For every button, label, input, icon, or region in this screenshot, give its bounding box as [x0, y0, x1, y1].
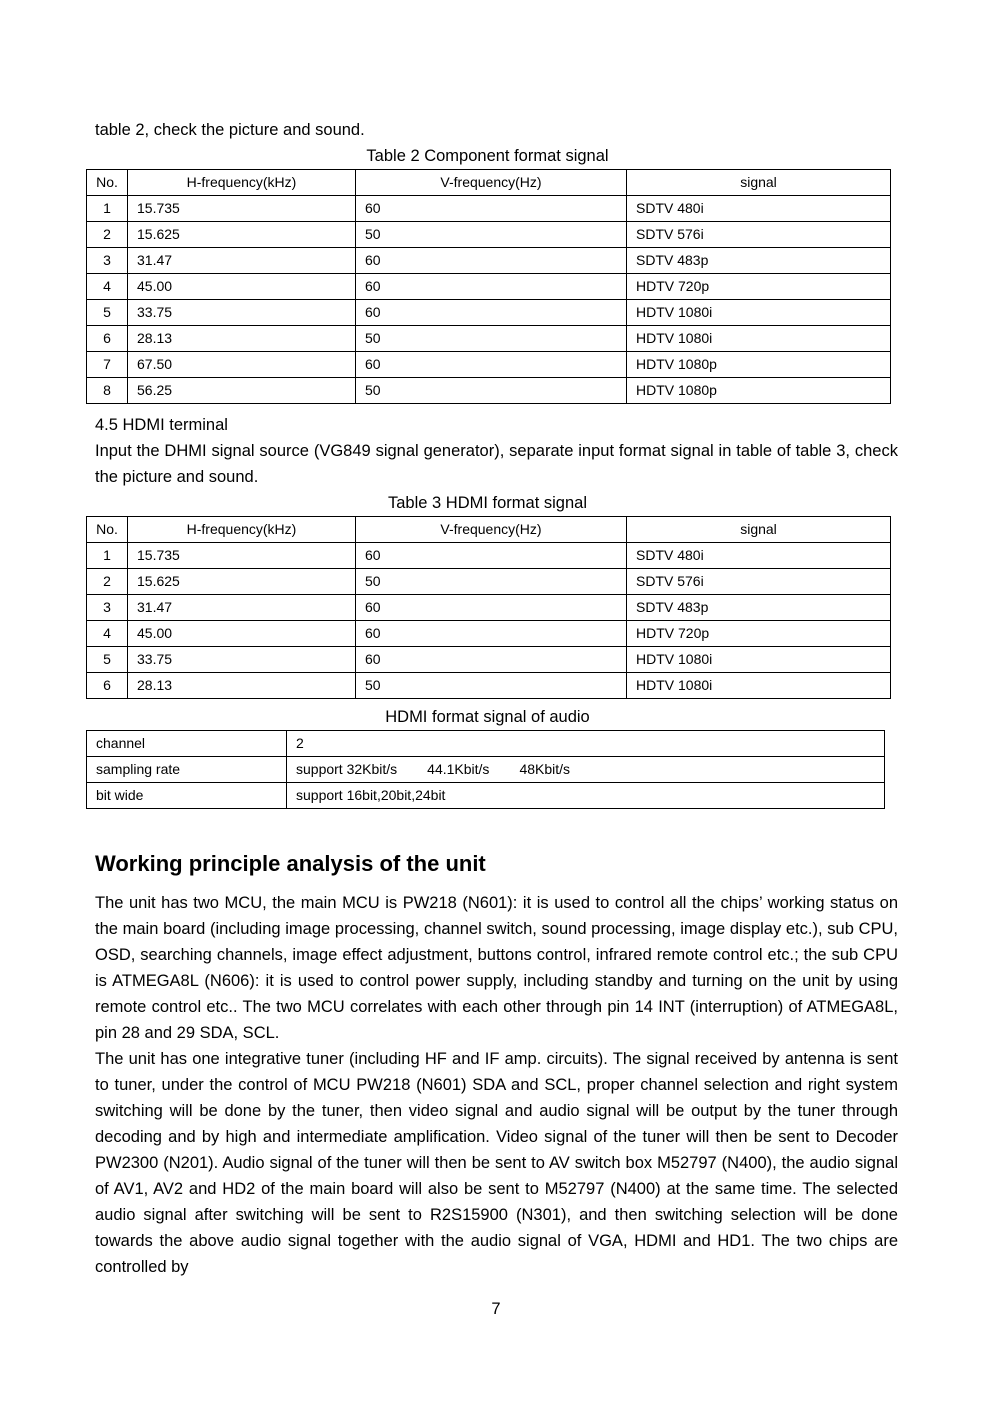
- table-cell: 45.00: [128, 274, 356, 300]
- table-cell: 15.625: [128, 569, 356, 595]
- table-cell: 3: [87, 248, 128, 274]
- table3-caption: Table 3 HDMI format signal: [388, 494, 587, 512]
- table-cell: 8: [87, 378, 128, 404]
- table-cell: 60: [356, 647, 627, 673]
- hdmi-section-body: Input the DHMI signal source (VG849 signal generator), separate input format signal in table of table 3, check the picture and sound.: [95, 442, 898, 486]
- audio-cell-sampling-label: sampling rate: [87, 757, 287, 783]
- table-cell: 28.13: [128, 326, 356, 352]
- table-cell: SDTV 576i: [627, 569, 891, 595]
- audio-cell-channel-label: channel: [87, 731, 287, 757]
- table-cell: 4: [87, 274, 128, 300]
- table-header-cell: H-frequency(kHz): [128, 517, 356, 543]
- table-row: [87, 196, 891, 222]
- table-header-cell: V-frequency(Hz): [356, 170, 627, 196]
- table-cell: 50: [356, 378, 627, 404]
- table-cell: 4: [87, 621, 128, 647]
- table-cell: SDTV 576i: [627, 222, 891, 248]
- table-cell: 1: [87, 196, 128, 222]
- table-cell: 60: [356, 621, 627, 647]
- table-cell: 60: [356, 352, 627, 378]
- table-cell: 6: [87, 326, 128, 352]
- table-cell: 15.735: [128, 543, 356, 569]
- table-row: [87, 300, 891, 326]
- table-cell: 56.25: [128, 378, 356, 404]
- table2: [86, 169, 891, 404]
- table-row: [87, 595, 891, 621]
- audio-row-sampling: [87, 757, 885, 783]
- table-header-row: [87, 517, 891, 543]
- sampling-rate-32: support 32Kbit/s: [296, 761, 398, 777]
- audio-table-caption: HDMI format signal of audio: [385, 708, 590, 726]
- audio-row-bitwide: [87, 783, 885, 809]
- intro-line: table 2, check the picture and sound.: [95, 121, 365, 139]
- table-cell: 60: [356, 274, 627, 300]
- table-cell: 60: [356, 595, 627, 621]
- table-cell: HDTV 1080i: [627, 326, 891, 352]
- table-cell: 31.47: [128, 595, 356, 621]
- table-row: [87, 274, 891, 300]
- table-header-cell: No.: [87, 170, 128, 196]
- table-cell: 2: [87, 222, 128, 248]
- table-cell: 2: [87, 569, 128, 595]
- table-cell: 50: [356, 569, 627, 595]
- table-row: [87, 352, 891, 378]
- table-cell: 1: [87, 543, 128, 569]
- table-cell: 67.50: [128, 352, 356, 378]
- table-cell: SDTV 483p: [627, 248, 891, 274]
- table-cell: 50: [356, 673, 627, 699]
- table-cell: 15.625: [128, 222, 356, 248]
- table-cell: 60: [356, 543, 627, 569]
- table-cell: 60: [356, 300, 627, 326]
- working-paragraph-1: The unit has two MCU, the main MCU is PW218 (N601): it is used to control all the chips’ working status on the main board (including image processing, channel switch, sound processing, image display etc.), sub CPU, OSD, searching channels, image effect adjustment, buttons control, infrared remote control etc.; the sub CPU is ATMEGA8L (N606): it is used to control power supply, including standby and turning on the unit by using remote control etc.. The two MCU correlates with each other through pin 14 INT (interruption) of ATMEGA8L, pin 28 and 29 SDA, SCL.: [95, 894, 898, 1042]
- table-header-row: [87, 170, 891, 196]
- section-heading: Working principle analysis of the unit: [95, 851, 486, 876]
- table-cell: 5: [87, 300, 128, 326]
- table-cell: 50: [356, 326, 627, 352]
- table-cell: 5: [87, 647, 128, 673]
- table-cell: 28.13: [128, 673, 356, 699]
- table-cell: 31.47: [128, 248, 356, 274]
- table-cell: 33.75: [128, 647, 356, 673]
- table-row: [87, 647, 891, 673]
- table-cell: 45.00: [128, 621, 356, 647]
- table-cell: HDTV 1080p: [627, 352, 891, 378]
- table-cell: 6: [87, 673, 128, 699]
- table-header-cell: H-frequency(kHz): [128, 170, 356, 196]
- table-row: [87, 326, 891, 352]
- table-row: [87, 248, 891, 274]
- table-header-cell: No.: [87, 517, 128, 543]
- table-header-cell: V-frequency(Hz): [356, 517, 627, 543]
- table2-caption: Table 2 Component format signal: [366, 147, 609, 165]
- audio-cell-channel-value: 2: [287, 731, 885, 757]
- table-cell: 60: [356, 248, 627, 274]
- table-cell: HDTV 720p: [627, 274, 891, 300]
- table-cell: 60: [356, 196, 627, 222]
- table-cell: 33.75: [128, 300, 356, 326]
- table-cell: 15.735: [128, 196, 356, 222]
- table-cell: 50: [356, 222, 627, 248]
- hdmi-section-title: 4.5 HDMI terminal: [95, 416, 228, 434]
- table2-body: [87, 170, 891, 404]
- working-paragraph-2: The unit has one integrative tuner (including HF and IF amp. circuits). The signal received by antenna is sent to tuner, under the control of MCU PW218 (N601) SDA and SCL, proper channel selection and right system switching will be done by the tuner, then video signal and audio signal will be output by the tuner through decoding and by high and intermediate amplification. Video signal of the tuner will then be sent to Decoder PW2300 (N201). Audio signal of the tuner will then be sent to AV switch box M52797 (N400), the audio signal of AV1, AV2 and HD2 of the main board will also be sent to M52797 (N400) at the same time. The selected audio signal after switching will be sent to R2S15900 (N301), and then switching selection will be done towards the above audio signal together with the audio signal of VGA, HDMI and HD1. The two chips are controlled by: [95, 1050, 898, 1276]
- table-header-cell: signal: [627, 517, 891, 543]
- sampling-rate-44: 44.1Kbit/s: [427, 761, 490, 777]
- sampling-rate-48: 48Kbit/s: [519, 761, 571, 777]
- table3: [86, 516, 891, 699]
- table-row: [87, 673, 891, 699]
- table-cell: HDTV 1080i: [627, 647, 891, 673]
- table-cell: HDTV 720p: [627, 621, 891, 647]
- table-row: [87, 543, 891, 569]
- table-row: [87, 378, 891, 404]
- audio-cell-bitwide-value: support 16bit,20bit,24bit: [287, 783, 885, 809]
- table3-body: [87, 517, 891, 699]
- page-number: 7: [491, 1300, 501, 1318]
- table-cell: SDTV 480i: [627, 196, 891, 222]
- table-cell: HDTV 1080i: [627, 300, 891, 326]
- table-header-cell: signal: [627, 170, 891, 196]
- audio-table: [86, 730, 885, 809]
- table-row: [87, 621, 891, 647]
- table-cell: SDTV 480i: [627, 543, 891, 569]
- table-cell: HDTV 1080p: [627, 378, 891, 404]
- audio-cell-bitwide-label: bit wide: [87, 783, 287, 809]
- audio-row-channel: [87, 731, 885, 757]
- table-cell: HDTV 1080i: [627, 673, 891, 699]
- table-cell: 7: [87, 352, 128, 378]
- audio-cell-sampling-value: [287, 757, 885, 783]
- table-cell: SDTV 483p: [627, 595, 891, 621]
- table-row: [87, 222, 891, 248]
- table-cell: 3: [87, 595, 128, 621]
- table-row: [87, 569, 891, 595]
